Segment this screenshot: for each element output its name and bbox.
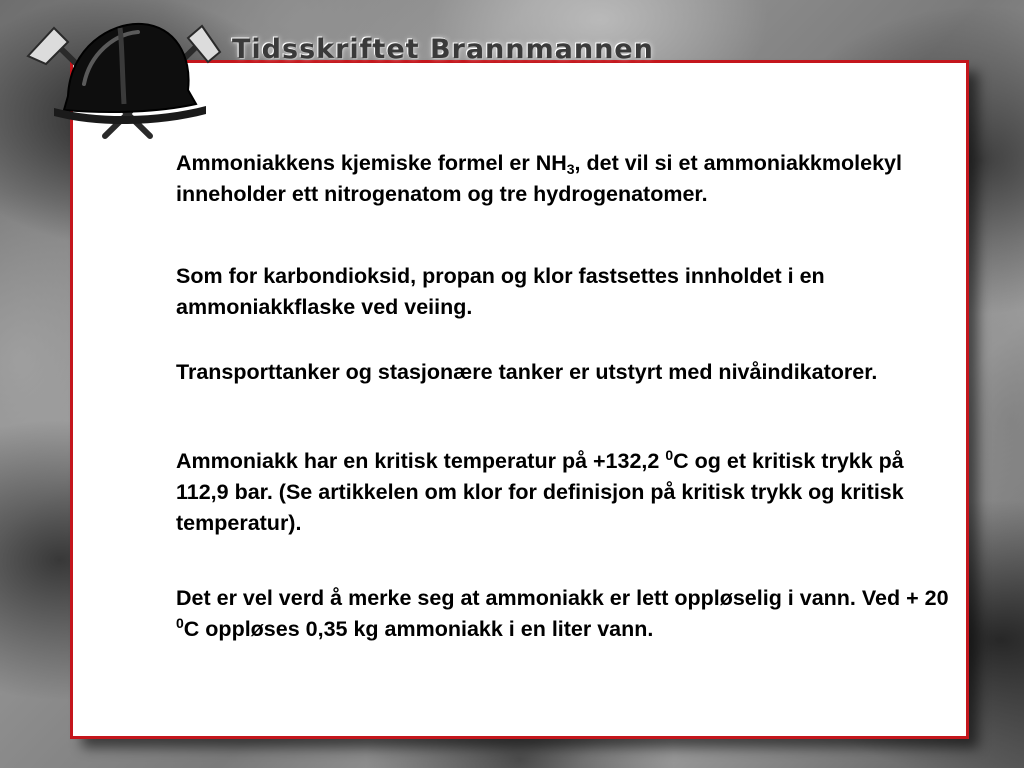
paragraph-text: Det er vel verd å merke seg at ammoniakk er lett oppløselig i vann. Ved + 20 <box>176 586 949 610</box>
subscript: 3 <box>566 161 575 177</box>
paragraph-text: Ammoniakkens kjemiske formel er NH <box>176 151 567 175</box>
paragraph-critical-temperature <box>176 446 956 539</box>
paragraph-text: C oppløses 0,35 kg ammoniakk i en liter vann. <box>183 617 654 641</box>
paragraph-text: Ammoniakk har en kritisk temperatur på +132,2 <box>176 449 666 473</box>
paragraph-ammonia-formula <box>176 148 956 210</box>
superscript: 0 <box>176 615 184 631</box>
paragraph-text: C og et kritisk trykk på 112,9 bar. (Se artikkelen om klor for definisjon på kritisk trykk og kritisk temperatur). <box>176 449 904 535</box>
superscript: 0 <box>665 447 674 463</box>
paragraph-weighing: Som for karbondioksid, propan og klor fastsettes innholdet i en ammoniakkflaske ved veiing. <box>176 264 825 319</box>
paragraph-text: , det vil si et ammoniakkmolekyl inneholder ett nitrogenatom og tre hydrogenatomer. <box>176 151 902 206</box>
page-title: Tidsskriftet Brannmannen <box>232 34 654 65</box>
paragraph-level-indicators: Transporttanker og stasjonære tanker er utstyrt med nivåindikatorer. <box>176 360 878 384</box>
paragraph-solubility <box>176 583 956 645</box>
firefighter-helmet-logo-icon <box>10 8 240 148</box>
